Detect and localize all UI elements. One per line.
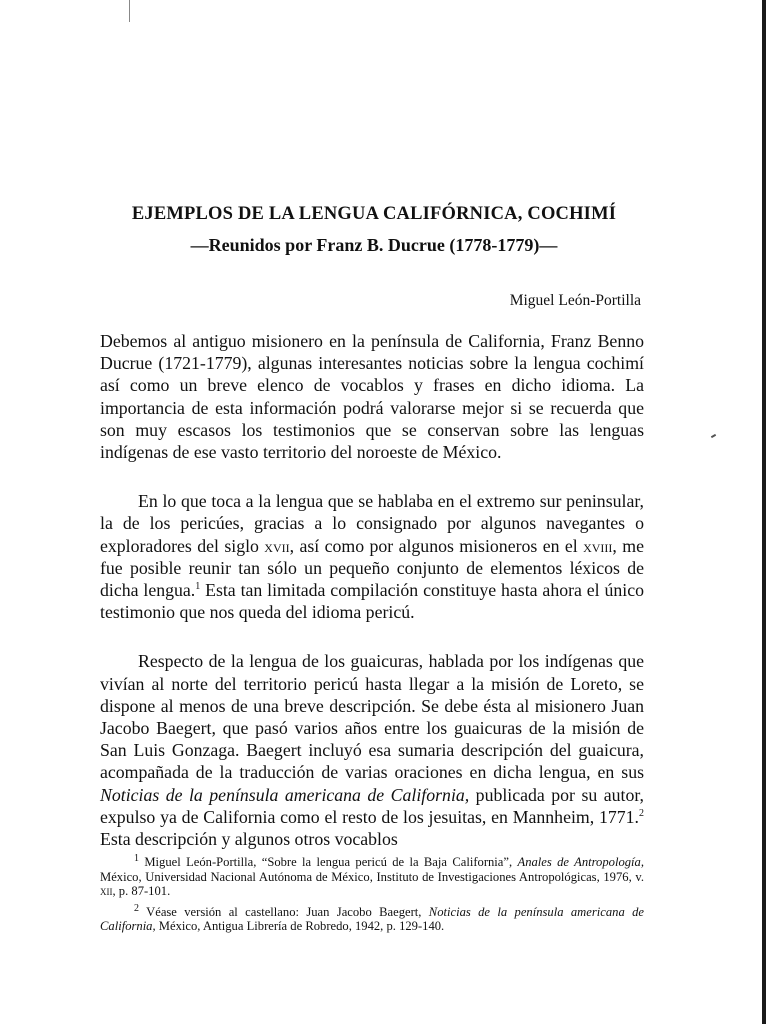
book-title: Noticias de la península americana de California, xyxy=(100,784,470,805)
footnote-text: México, Antigua Librería de Robredo, 1942, p. 129-140. xyxy=(155,919,445,934)
footnote-text: Miguel León-Portilla, “Sobre la lengua pericú de la Baja California”, xyxy=(139,855,518,869)
footnote-ref-1[interactable]: 1 xyxy=(195,581,201,593)
volume-numeral: xii xyxy=(100,884,113,899)
page-title: EJEMPLOS DE LA LENGUA CALIFÓRNICA, COCHIMÍ xyxy=(131,204,617,224)
body-text xyxy=(100,330,644,877)
footnote-1 xyxy=(100,852,644,899)
paragraph-2 xyxy=(100,490,644,623)
paragraph-2-text: , así como por algunos misioneros en el xyxy=(289,535,584,556)
century-numeral: xviii xyxy=(583,535,613,556)
footnote-text: Véase versión al castellano: Juan Jacobo Baegert, xyxy=(139,904,429,919)
century-numeral: xvii xyxy=(264,535,290,556)
book-title: Noticias de la península americana de California, xyxy=(100,904,644,934)
author-name: Miguel León-Portilla xyxy=(509,292,641,309)
footnote-text: , p. 87-101. xyxy=(112,884,171,899)
paragraph-3-text: publicada por su autor, expulso ya de California como el resto de los jesuitas, en Mannheim, 1771. xyxy=(100,784,644,827)
paragraph-3-text: Esta descripción y algunos otros vocablos xyxy=(100,829,398,850)
paragraph-2-text: , me fue posible reunir tan sólo un pequeño conjunto de elementos léxicos de dicha lengua. xyxy=(100,535,644,601)
paragraph-3-text: Respecto de la lengua de los guaicuras, hablada por los indígenas que vivían al norte del territorio pericú hasta llegar a la misión de Loreto, se dispone al menos de una breve descripción. Se debe ésta al misionero Juan Jacobo Baegert, que pasó varios años entre los guaicuras de la misión de San Luis Gonzaga. Baegert incluyó esa sumaria descripción del guaicura, acompañada de la traducción de varias oraciones en dicha lengua, en sus xyxy=(100,651,644,783)
paragraph-2-text: Esta tan limitada compilación constituye hasta ahora el único testimonio que nos queda del idioma pericú. xyxy=(100,580,644,623)
scan-mark xyxy=(129,0,130,22)
footnote-number: 2 xyxy=(134,902,139,914)
page-edge-shadow xyxy=(762,0,766,1024)
scan-speck xyxy=(711,434,716,438)
page-subtitle: —Reunidos por Franz B. Ducrue (1778-1779)— xyxy=(190,235,558,255)
footnote-text: México, Universidad Nacional Autónoma de México, Instituto de Investigaciones Antropológicas, 1976, v. xyxy=(100,869,644,884)
footnote-number: 1 xyxy=(134,852,139,864)
footnote-2 xyxy=(100,902,644,934)
footnotes xyxy=(100,852,644,940)
paragraph-1: Debemos al antiguo misionero en la península de California, Franz Benno Ducrue (1721-1779), algunas interesantes noticias sobre la lengua cochimí así como un breve elenco de vocablos y frases en dicho idioma. La importancia de esta información podrá valorarse mejor si se recuerda que son muy escasos los testimonios que se conservan sobre las lenguas indígenas de ese vasto territorio del noroeste de México. xyxy=(100,331,644,463)
footnote-ref-2[interactable]: 2 xyxy=(639,807,644,819)
journal-title: Anales de Antropología, xyxy=(517,855,644,869)
paragraph-3 xyxy=(100,650,644,850)
paragraph-2-text: En lo que toca a la lengua que se hablaba en el extremo sur peninsular, la de los pericúes, gracias a lo consignado por algunos navegantes o exploradores del siglo xyxy=(100,491,644,556)
